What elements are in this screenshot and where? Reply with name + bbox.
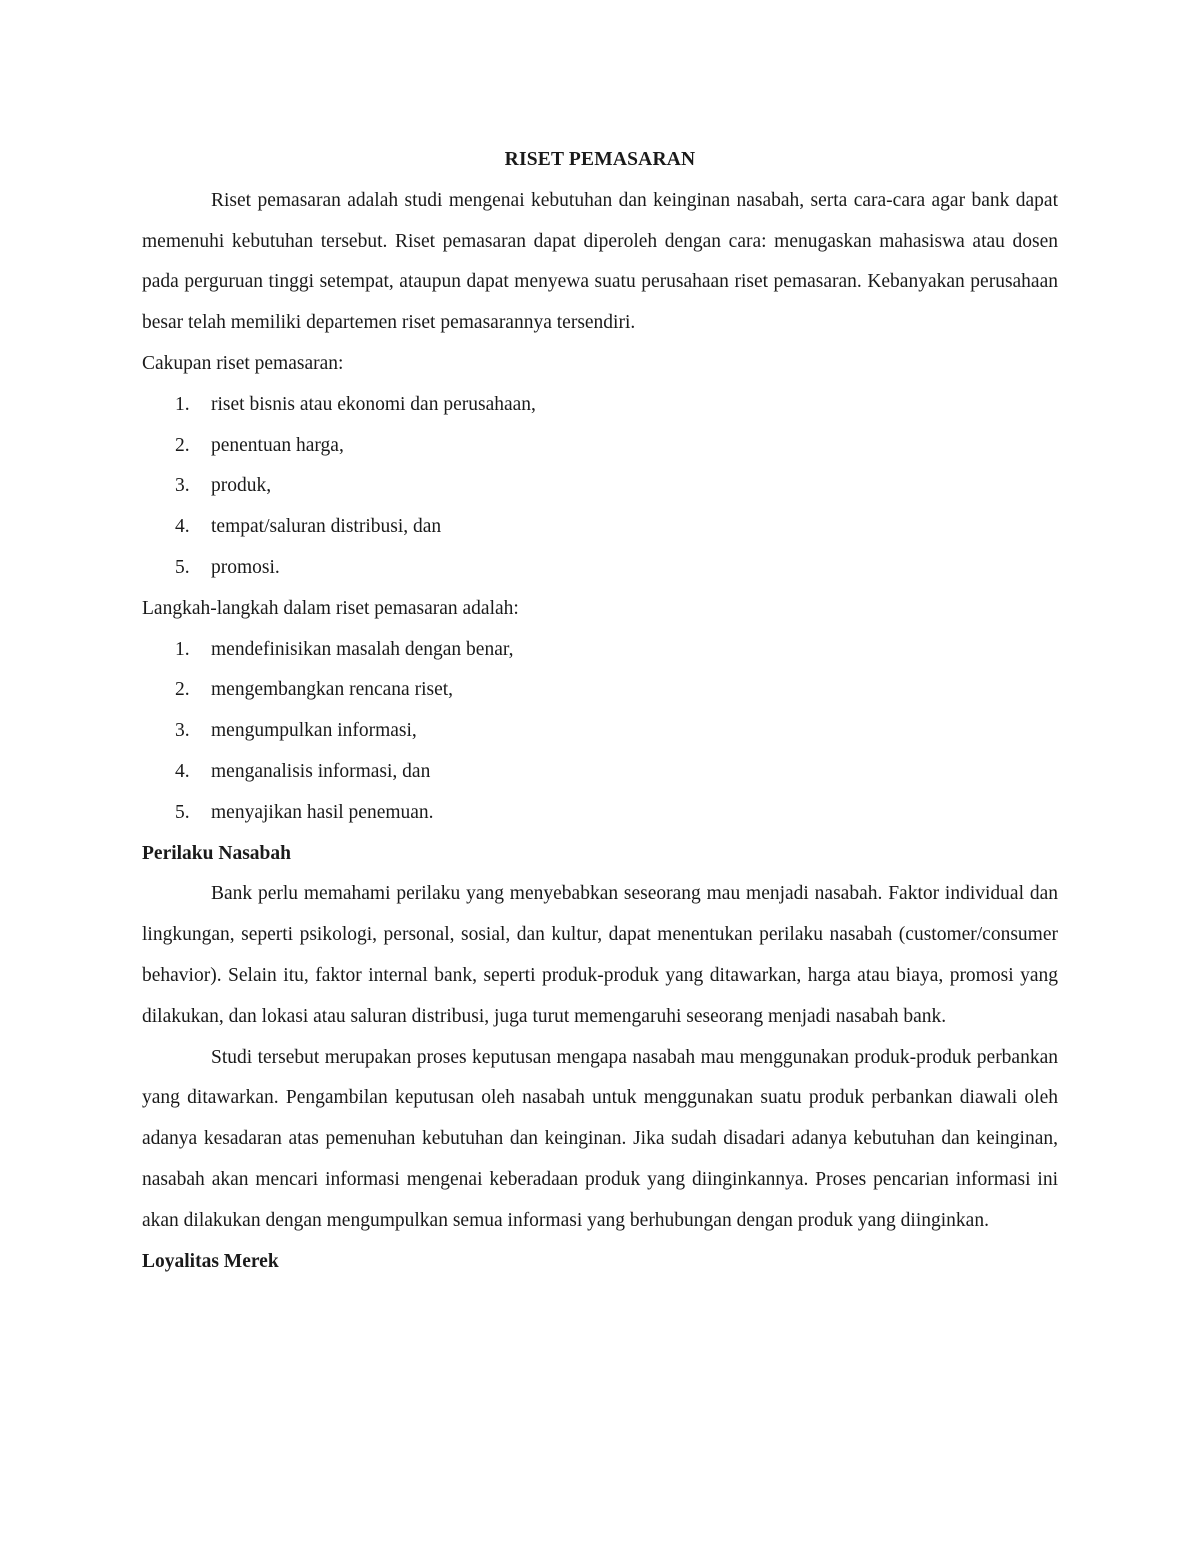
- list-item: [142, 548, 1058, 589]
- behavior-paragraph-1: Bank perlu memahami perilaku yang menyebabkan seseorang mau menjadi nasabah. Faktor individual dan lingkungan, seperti psikologi, personal, sosial, dan kultur, dapat menentukan perilaku nasabah (customer/consumer behavior). Selain itu, faktor internal bank, seperti produk-produk yang ditawarkan, harga atau biaya, promosi yang dilakukan, dan lokasi atau saluran distribusi, juga turut memengaruhi seseorang menjadi nasabah bank.: [142, 883, 1058, 1027]
- list-number: 2.: [175, 679, 190, 701]
- list-item: [142, 507, 1058, 548]
- intro-paragraph: Riset pemasaran adalah studi mengenai kebutuhan dan keinginan nasabah, serta cara-cara agar bank dapat memenuhi kebutuhan tersebut. Riset pemasaran dapat diperoleh dengan cara: menugaskan mahasiswa atau dosen pada perguruan tinggi setempat, ataupun dapat menyewa suatu perusahaan riset pemasaran. Kebanyakan perusahaan besar telah memiliki departemen riset pemasarannya tersendiri.: [142, 189, 1058, 334]
- list-text: produk,: [211, 475, 272, 497]
- list-item: [142, 630, 1058, 671]
- list-text: menganalisis informasi, dan: [211, 760, 431, 782]
- list-text: menyajikan hasil penemuan.: [211, 801, 434, 823]
- list-item: [142, 670, 1058, 711]
- list-item: [142, 385, 1058, 426]
- list-item: [142, 711, 1058, 752]
- list-text: riset bisnis atau ekonomi dan perusahaan,: [211, 393, 536, 415]
- list-item: [142, 793, 1058, 834]
- steps-label: Langkah-langkah dalam riset pemasaran adalah:: [142, 597, 519, 619]
- list-text: mendefinisikan masalah dengan benar,: [211, 638, 514, 660]
- list-number: 4.: [175, 516, 190, 538]
- list-item: [142, 752, 1058, 793]
- list-text: mengumpulkan informasi,: [211, 720, 417, 742]
- behavior-paragraph-2: Studi tersebut merupakan proses keputusan mengapa nasabah mau menggunakan produk-produk perbankan yang ditawarkan. Pengambilan keputusan oleh nasabah untuk menggunakan suatu produk perbankan diawali oleh adanya kesadaran atas pemenuhan kebutuhan dan keinginan. Jika sudah disadari adanya kebutuhan dan keinginan, nasabah akan mencari informasi mengenai keberadaan produk yang diinginkannya. Proses pencarian informasi ini akan dilakukan dengan mengumpulkan semua informasi yang berhubungan dengan produk yang diinginkan.: [142, 1046, 1058, 1231]
- list-number: 5.: [175, 556, 190, 578]
- document-page: [142, 140, 1058, 1282]
- scope-list: [142, 385, 1058, 589]
- list-number: 3.: [175, 720, 190, 742]
- section-heading-loyalty: Loyalitas Merek: [142, 1250, 279, 1272]
- list-number: 2.: [175, 434, 190, 456]
- list-number: 1.: [175, 638, 190, 660]
- list-number: 5.: [175, 801, 190, 823]
- list-text: tempat/saluran distribusi, dan: [211, 516, 442, 538]
- section-heading-behavior: Perilaku Nasabah: [142, 842, 291, 864]
- list-text: penentuan harga,: [211, 434, 344, 456]
- page-title: RISET PEMASARAN: [504, 149, 696, 170]
- steps-list: [142, 630, 1058, 834]
- list-number: 1.: [175, 393, 190, 415]
- list-item: [142, 466, 1058, 507]
- list-text: mengembangkan rencana riset,: [211, 679, 454, 701]
- list-number: 3.: [175, 475, 190, 497]
- list-item: [142, 426, 1058, 467]
- scope-label: Cakupan riset pemasaran:: [142, 352, 344, 374]
- list-text: promosi.: [211, 556, 280, 578]
- list-number: 4.: [175, 760, 190, 782]
